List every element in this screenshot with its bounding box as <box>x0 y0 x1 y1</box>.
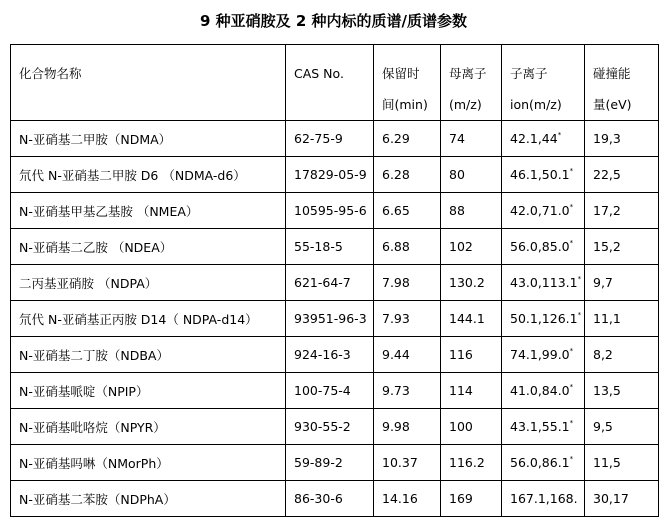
product-ion-value: 56.0,86.1 <box>510 455 570 470</box>
parent-ion-cell: 144.1 <box>441 301 502 337</box>
compound-name-cell: N-亚硝基二乙胺 （NDEA） <box>11 229 286 265</box>
quantifier-star: * <box>569 383 574 391</box>
parent-ion-cell: 88 <box>441 193 502 229</box>
collision-energy-cell: 17,2 <box>585 193 659 229</box>
cas-cell: 86-30-6 <box>286 481 374 517</box>
quantifier-star: * <box>569 419 574 427</box>
retention-time-cell: 6.29 <box>374 121 441 157</box>
collision-energy-cell: 11,5 <box>585 445 659 481</box>
collision-energy-cell: 13,5 <box>585 373 659 409</box>
compound-name-cell: N-亚硝基吡咯烷（NPYR） <box>11 409 286 445</box>
parent-ion-cell: 74 <box>441 121 502 157</box>
product-ion-value: 56.0,85.0 <box>510 239 570 254</box>
quantifier-star: * <box>569 455 574 463</box>
header-collision-energy-line1: 碰撞能 <box>593 66 631 81</box>
product-ion-cell <box>502 157 585 193</box>
product-ion-value: 41.0,84.0 <box>510 383 570 398</box>
compound-name-cell: N-亚硝基甲基乙基胺 （NMEA） <box>11 193 286 229</box>
parent-ion-cell: 100 <box>441 409 502 445</box>
quantifier-star: * <box>569 239 574 247</box>
header-retention-time <box>374 45 441 121</box>
collision-energy-cell: 19,3 <box>585 121 659 157</box>
header-parent-ion-line2: (m/z) <box>449 97 482 112</box>
compound-name-cell: 氘代 N-亚硝基正丙胺 D14（ NDPA-d14） <box>11 301 286 337</box>
product-ion-cell <box>502 121 585 157</box>
table-header-row <box>11 45 659 121</box>
header-retention-time-line2: 间(min) <box>382 97 428 112</box>
header-parent-ion <box>441 45 502 121</box>
quantifier-star: * <box>569 167 574 175</box>
parent-ion-cell: 130.2 <box>441 265 502 301</box>
cas-cell: 17829-05-9 <box>286 157 374 193</box>
header-product-ion-line2: ion(m/z) <box>510 97 562 112</box>
table-row <box>11 229 659 265</box>
table-row <box>11 445 659 481</box>
product-ion-cell <box>502 445 585 481</box>
cas-cell: 924-16-3 <box>286 337 374 373</box>
compound-name-cell: N-亚硝基二甲胺（NDMA） <box>11 121 286 157</box>
product-ion-cell <box>502 301 585 337</box>
compound-name-cell: N-亚硝基二丁胺（NDBA） <box>11 337 286 373</box>
table-row <box>11 373 659 409</box>
cas-cell: 59-89-2 <box>286 445 374 481</box>
header-parent-ion-line1: 母离子 <box>449 66 487 81</box>
cas-cell: 62-75-9 <box>286 121 374 157</box>
header-cas-no: CAS No. <box>286 45 374 121</box>
quantifier-star: * <box>577 275 582 283</box>
parent-ion-cell: 102 <box>441 229 502 265</box>
product-ion-value: 74.1,99.0 <box>510 347 570 362</box>
compound-name-cell: 氘代 N-亚硝基二甲胺 D6 （NDMA-d6） <box>11 157 286 193</box>
table-row <box>11 301 659 337</box>
retention-time-cell: 6.88 <box>374 229 441 265</box>
header-product-ion-line1: 子离子 <box>510 66 548 81</box>
parent-ion-cell: 80 <box>441 157 502 193</box>
product-ion-value: 43.0,113.1 <box>510 275 578 290</box>
cas-cell: 621-64-7 <box>286 265 374 301</box>
compound-name-cell: N-亚硝基哌啶（NPIP） <box>11 373 286 409</box>
product-ion-value: 42.1,44 <box>510 131 558 146</box>
product-ion-value: 43.1,55.1 <box>510 419 570 434</box>
retention-time-cell: 9.44 <box>374 337 441 373</box>
product-ion-cell <box>502 229 585 265</box>
table-row <box>11 337 659 373</box>
compound-name-cell: N-亚硝基吗啉（NMorPh） <box>11 445 286 481</box>
table-row <box>11 157 659 193</box>
header-compound-name: 化合物名称 <box>11 45 286 121</box>
cas-cell: 100-75-4 <box>286 373 374 409</box>
product-ion-value: 167.1,168. <box>510 491 578 506</box>
quantifier-star: * <box>569 347 574 355</box>
collision-energy-cell: 8,2 <box>585 337 659 373</box>
table-row <box>11 481 659 517</box>
cas-cell: 93951-96-3 <box>286 301 374 337</box>
table-title: 9 种亚硝胺及 2 种内标的质谱/质谱参数 <box>199 12 468 30</box>
retention-time-cell: 9.73 <box>374 373 441 409</box>
header-collision-energy-line2: 量(eV) <box>593 97 632 112</box>
table-row <box>11 121 659 157</box>
parent-ion-cell: 169 <box>441 481 502 517</box>
parent-ion-cell: 116 <box>441 337 502 373</box>
quantifier-star: * <box>557 131 562 139</box>
retention-time-cell: 9.98 <box>374 409 441 445</box>
collision-energy-cell: 30,17 <box>585 481 659 517</box>
product-ion-cell <box>502 337 585 373</box>
retention-time-cell: 7.93 <box>374 301 441 337</box>
retention-time-cell: 14.16 <box>374 481 441 517</box>
product-ion-cell <box>502 373 585 409</box>
retention-time-cell: 6.65 <box>374 193 441 229</box>
quantifier-star: * <box>577 311 582 319</box>
collision-energy-cell: 15,2 <box>585 229 659 265</box>
product-ion-cell <box>502 481 585 517</box>
compound-name-cell: N-亚硝基二苯胺（NDPhA） <box>11 481 286 517</box>
header-product-ion <box>502 45 585 121</box>
retention-time-cell: 10.37 <box>374 445 441 481</box>
parent-ion-cell: 114 <box>441 373 502 409</box>
table-row <box>11 409 659 445</box>
cas-cell: 10595-95-6 <box>286 193 374 229</box>
header-retention-time-line1: 保留时 <box>382 66 420 81</box>
table-row <box>11 193 659 229</box>
collision-energy-cell: 9,5 <box>585 409 659 445</box>
cas-cell: 55-18-5 <box>286 229 374 265</box>
quantifier-star: * <box>569 203 574 211</box>
collision-energy-cell: 9,7 <box>585 265 659 301</box>
compound-name-cell: 二丙基亚硝胺 （NDPA） <box>11 265 286 301</box>
product-ion-cell <box>502 193 585 229</box>
product-ion-value: 50.1,126.1 <box>510 311 578 326</box>
product-ion-cell <box>502 409 585 445</box>
ms-parameters-table <box>10 44 659 517</box>
cas-cell: 930-55-2 <box>286 409 374 445</box>
product-ion-cell <box>502 265 585 301</box>
header-collision-energy <box>585 45 659 121</box>
collision-energy-cell: 22,5 <box>585 157 659 193</box>
retention-time-cell: 7.98 <box>374 265 441 301</box>
product-ion-value: 46.1,50.1 <box>510 167 570 182</box>
collision-energy-cell: 11,1 <box>585 301 659 337</box>
product-ion-value: 42.0,71.0 <box>510 203 570 218</box>
table-row <box>11 265 659 301</box>
parent-ion-cell: 116.2 <box>441 445 502 481</box>
retention-time-cell: 6.28 <box>374 157 441 193</box>
